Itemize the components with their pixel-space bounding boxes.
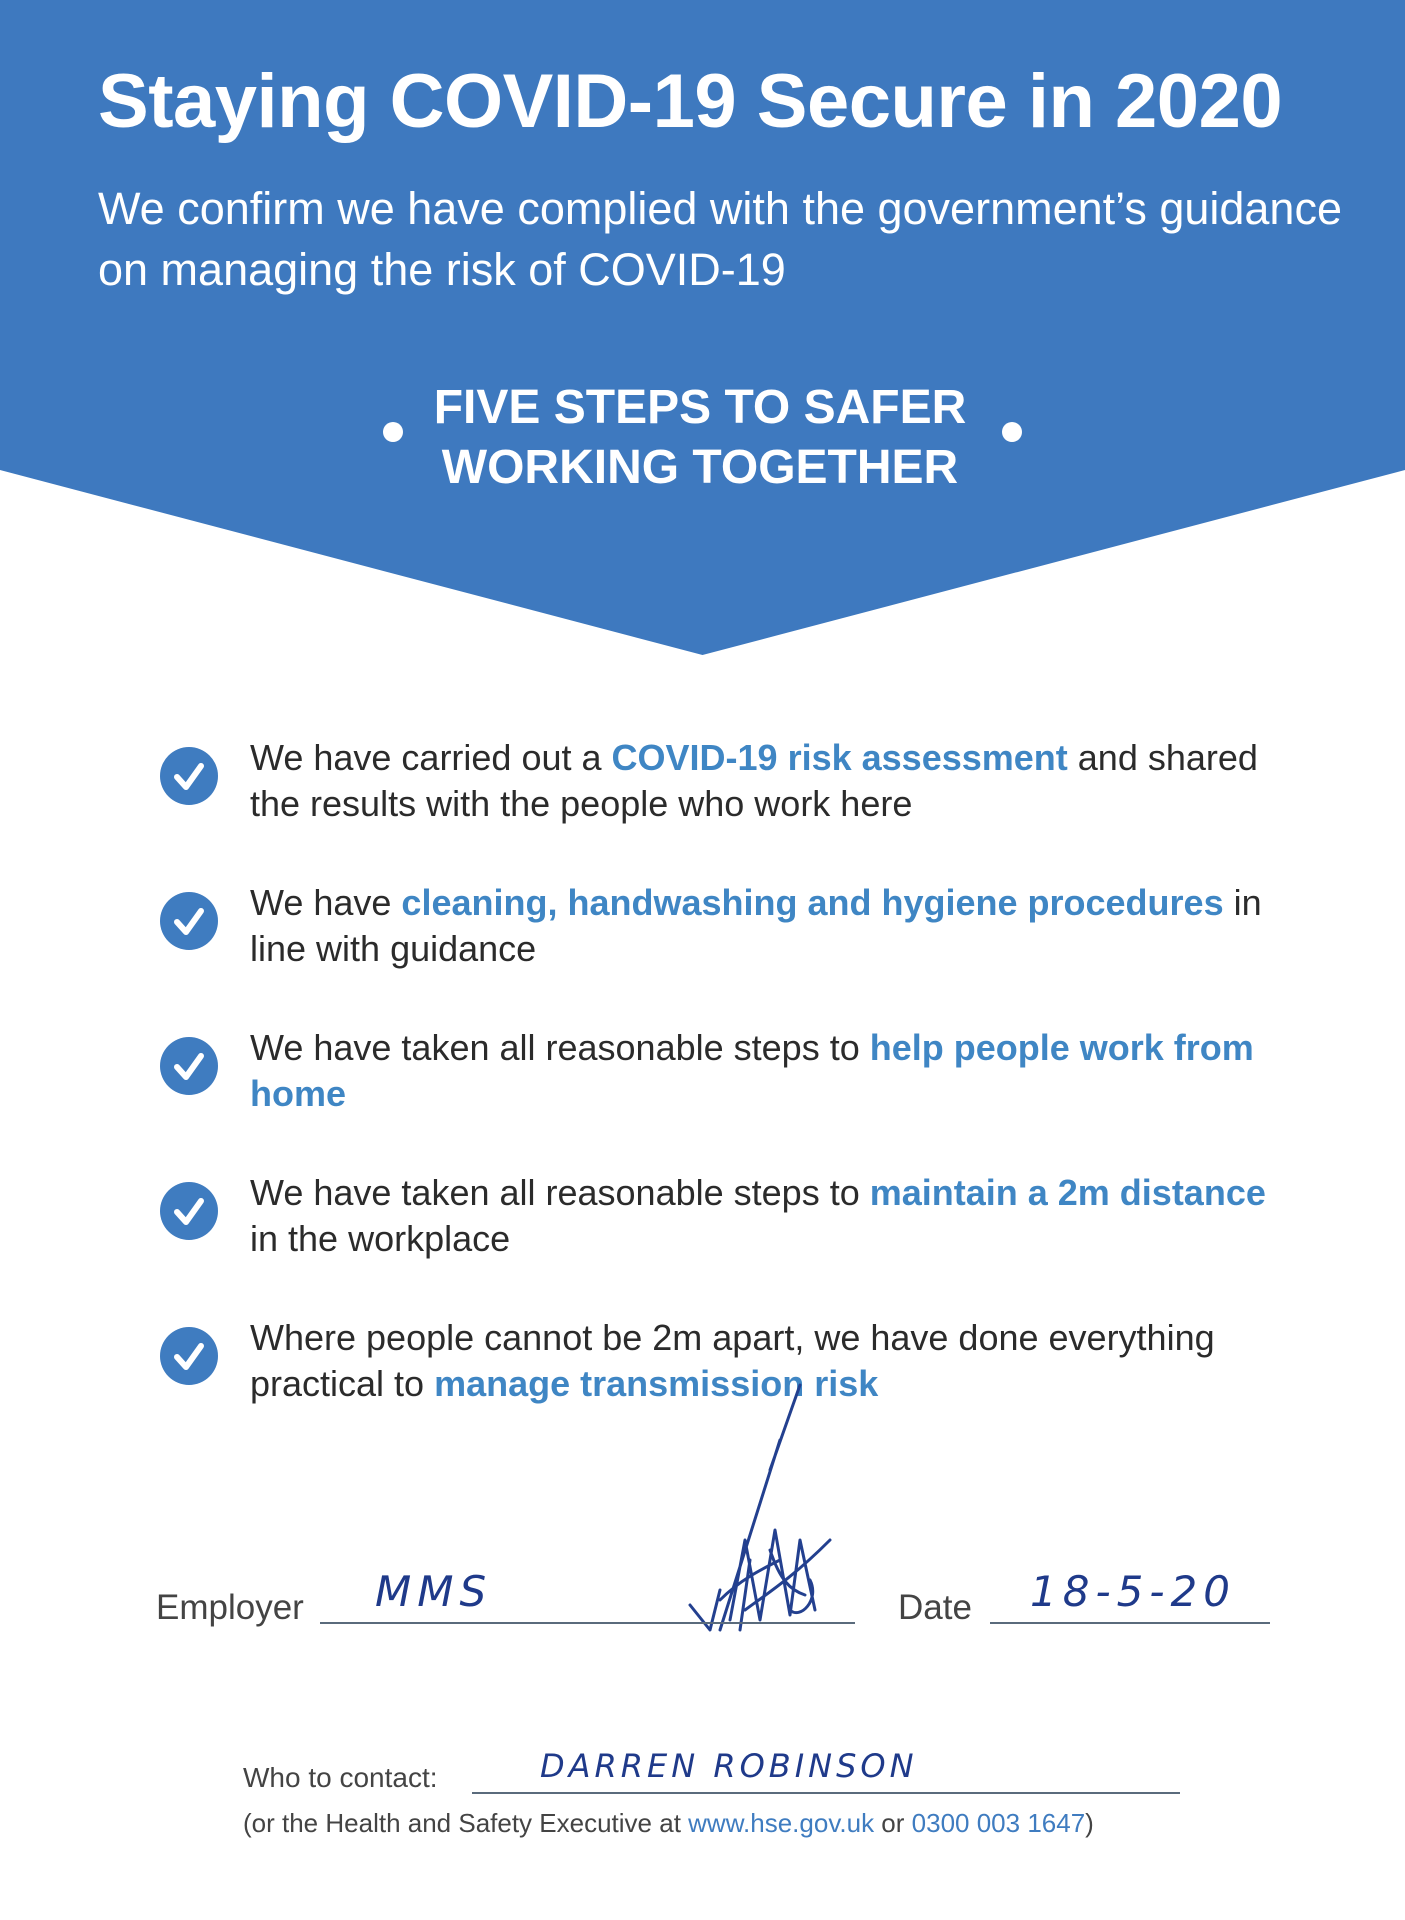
checklist-text: We have taken all reasonable steps to help people work from home xyxy=(250,1027,1254,1114)
checklist-text: We have carried out a COVID-19 risk assessment and shared the results with the people who work here xyxy=(250,737,1258,824)
signature-scribble xyxy=(650,1380,870,1640)
date-line[interactable] xyxy=(990,1622,1270,1624)
check-circle-icon xyxy=(160,892,218,950)
contact-label: Who to contact: xyxy=(243,1762,438,1793)
hse-note: (or the Health and Safety Executive at www.hse.gov.uk or 0300 003 1647) xyxy=(243,1808,1094,1838)
date-label: Date xyxy=(898,1588,972,1627)
checklist-text: Where people cannot be 2m apart, we have done everything practical to manage transmission risk xyxy=(250,1317,1215,1404)
date-value: 18-5-20 xyxy=(1030,1567,1236,1616)
employer-label: Employer xyxy=(156,1588,304,1627)
check-circle-icon xyxy=(160,1182,218,1240)
check-circle-icon xyxy=(160,1037,218,1095)
steps-heading-line2: WORKING TOGETHER xyxy=(441,441,959,494)
page-subtitle: We confirm we have complied with the government’s guidance on managing the risk of COVID-19 xyxy=(98,183,1342,295)
checklist-text: We have cleaning, handwashing and hygiene procedures in line with guidance xyxy=(250,882,1262,969)
checklist-text: We have taken all reasonable steps to maintain a 2m distance in the workplace xyxy=(250,1172,1266,1259)
hse-phone-link[interactable]: 0300 003 1647 xyxy=(911,1808,1086,1838)
steps-heading-line1: FIVE STEPS TO SAFER xyxy=(433,381,967,434)
contact-line[interactable] xyxy=(472,1792,1180,1794)
check-circle-icon xyxy=(160,747,218,805)
employer-value: MMS xyxy=(375,1567,493,1616)
contact-value: DARREN ROBINSON xyxy=(540,1747,918,1785)
page-title: Staying COVID-19 Secure in 2020 xyxy=(98,59,1283,144)
hse-website-link[interactable]: www.hse.gov.uk xyxy=(688,1808,875,1838)
employer-line[interactable] xyxy=(320,1622,855,1624)
steps-heading xyxy=(340,378,1060,498)
check-circle-icon xyxy=(160,1327,218,1385)
